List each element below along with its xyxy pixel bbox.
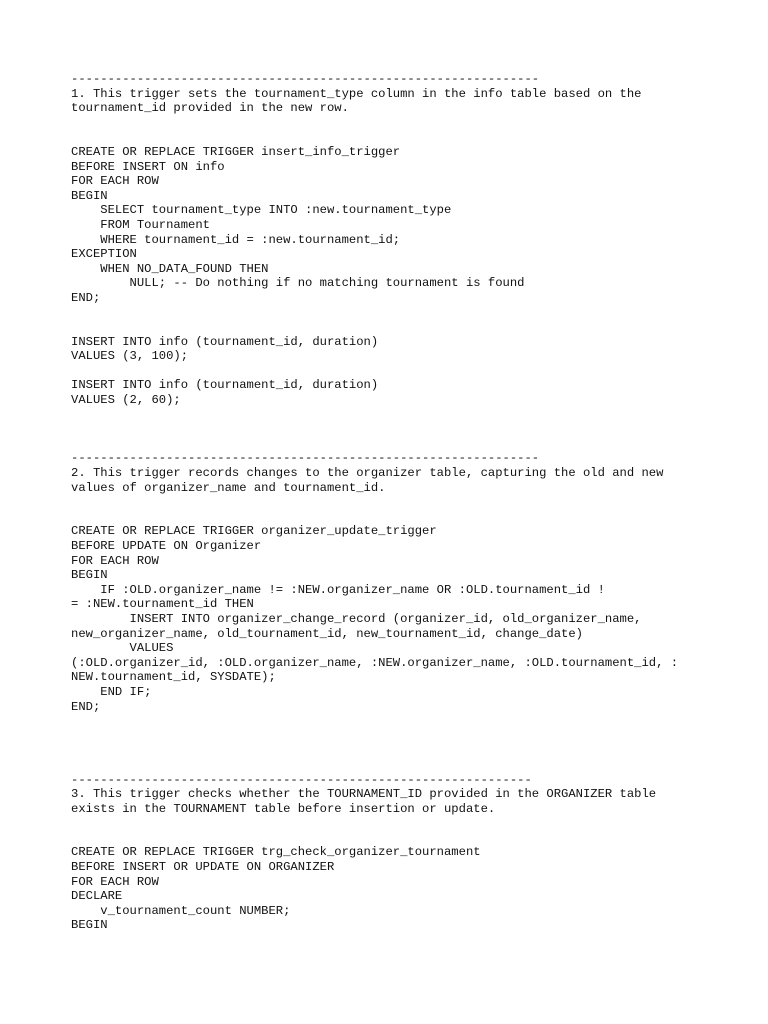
code-line: END; xyxy=(71,290,101,305)
section-separator: --------------------------------------------------------------- xyxy=(71,772,532,787)
code-line: values of organizer_name and tournament_id. xyxy=(71,480,386,495)
blank-line xyxy=(71,437,731,452)
blank-line xyxy=(71,816,731,831)
section-separator: ---------------------------------------------------------------- xyxy=(71,72,540,86)
code-line: FOR EACH ROW xyxy=(71,553,159,568)
blank-line xyxy=(71,320,731,335)
code-line: exists in the TOURNAMENT table before insertion or update. xyxy=(71,801,496,816)
blank-line xyxy=(71,743,731,758)
code-line: VALUES (2, 60); xyxy=(71,393,181,408)
code-line: INSERT INTO organizer_change_record (organizer_id, old_organizer_name, xyxy=(71,611,642,626)
blank-line xyxy=(71,408,731,423)
section-description: 2. This trigger records changes to the organizer table, capturing the old and new xyxy=(71,466,664,481)
code-line: END; xyxy=(71,699,101,714)
blank-line xyxy=(71,831,731,846)
code-line: BEGIN xyxy=(71,568,108,583)
code-line: IF :OLD.organizer_name != :NEW.organizer_name OR :OLD.tournament_id ! xyxy=(71,582,605,597)
code-line: INSERT INTO info (tournament_id, duration) xyxy=(71,334,379,349)
code-line: CREATE OR REPLACE TRIGGER organizer_update_trigger xyxy=(71,524,437,539)
code-line: BEFORE UPDATE ON Organizer xyxy=(71,539,262,553)
code-line: INSERT INTO info (tournament_id, duration) xyxy=(71,378,379,393)
code-line: END IF; xyxy=(71,684,152,699)
blank-line xyxy=(71,495,731,510)
blank-line xyxy=(71,116,731,131)
blank-line xyxy=(71,758,731,773)
code-line: WHERE tournament_id = :new.tournament_id; xyxy=(71,232,401,247)
code-line: NULL; -- Do nothing if no matching tournament is found xyxy=(71,276,525,291)
code-line: = :NEW.tournament_id THEN xyxy=(71,597,254,612)
code-line: CREATE OR REPLACE TRIGGER trg_check_organizer_tournament xyxy=(71,845,481,860)
document-page xyxy=(71,72,731,933)
blank-line xyxy=(71,306,731,321)
code-line: NEW.tournament_id, SYSDATE); xyxy=(71,670,276,685)
code-line: (:OLD.organizer_id, :OLD.organizer_name, :NEW.organizer_name, :OLD.tournament_id, : xyxy=(71,655,679,670)
code-line: BEFORE INSERT ON info xyxy=(71,159,225,174)
code-line: BEGIN xyxy=(71,918,108,933)
blank-line xyxy=(71,510,731,525)
code-line: FOR EACH ROW xyxy=(71,174,159,189)
code-line: new_organizer_name, old_tournament_id, new_tournament_id, change_date) xyxy=(71,626,583,641)
code-line: SELECT tournament_type INTO :new.tournament_type xyxy=(71,203,452,218)
code-line: DECLARE xyxy=(71,889,123,904)
code-line: VALUES (3, 100); xyxy=(71,349,189,364)
section-description: 3. This trigger checks whether the TOURNAMENT_ID provided in the ORGANIZER table xyxy=(71,787,657,802)
code-line: BEGIN xyxy=(71,188,108,203)
blank-line xyxy=(71,729,731,744)
section-description: 1. This trigger sets the tournament_type column in the info table based on the xyxy=(71,86,642,101)
code-line: EXCEPTION xyxy=(71,247,137,262)
code-line: VALUES xyxy=(71,641,174,656)
code-line: BEFORE INSERT OR UPDATE ON ORGANIZER xyxy=(71,860,335,875)
blank-line xyxy=(71,364,731,379)
section-separator: ---------------------------------------------------------------- xyxy=(71,451,540,466)
blank-line xyxy=(71,422,731,437)
code-line: CREATE OR REPLACE TRIGGER insert_info_trigger xyxy=(71,144,401,159)
blank-line xyxy=(71,714,731,729)
blank-line xyxy=(71,130,731,145)
code-line: v_tournament_count NUMBER; xyxy=(71,903,291,918)
code-line: WHEN NO_DATA_FOUND THEN xyxy=(71,261,269,276)
code-line: FROM Tournament xyxy=(71,217,210,232)
code-line: FOR EACH ROW xyxy=(71,874,159,889)
code-line: tournament_id provided in the new row. xyxy=(71,101,349,116)
